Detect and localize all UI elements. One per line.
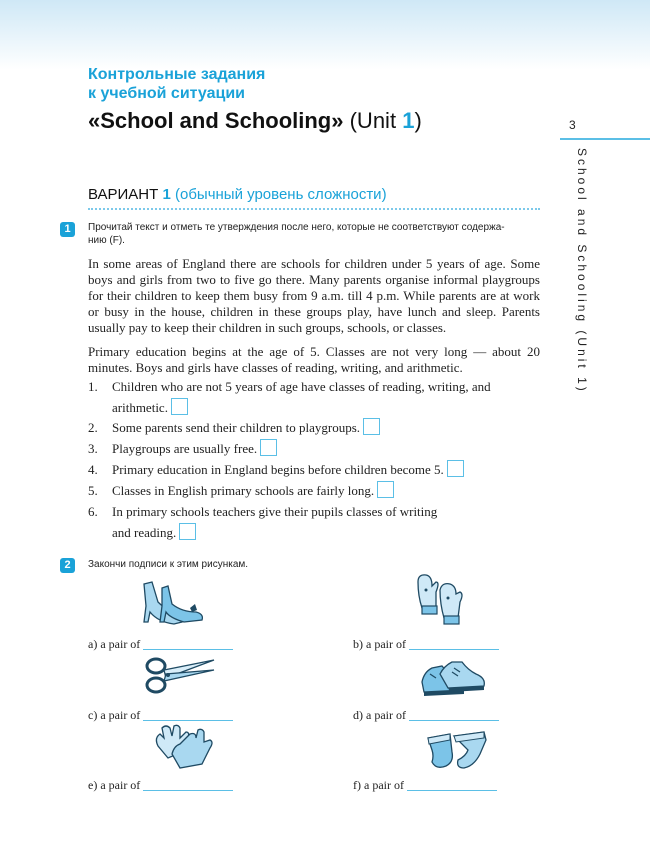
variant-heading: ВАРИАНТ 1 (обычный уровень сложности)	[88, 186, 387, 203]
caption-e: e) a pair of	[88, 778, 233, 793]
caption-b: b) a pair of	[353, 637, 499, 652]
top-gradient-band	[0, 0, 650, 70]
answer-line-a[interactable]	[143, 649, 233, 650]
answer-line-b[interactable]	[409, 649, 499, 650]
task-2-badge: 2	[60, 558, 75, 573]
section-title-ru: Контрольные задания к учебной ситуации	[88, 66, 266, 102]
caption-f: f) a pair of	[353, 778, 497, 793]
answer-line-c[interactable]	[143, 720, 233, 721]
side-rule	[560, 138, 650, 140]
trainers-illustration	[418, 658, 488, 698]
page-title: «School and Schooling» (Unit 1)	[88, 108, 422, 133]
gloves-illustration	[150, 724, 216, 772]
caption-a: a) a pair of	[88, 637, 233, 652]
reading-text-paragraph-1: In some areas of England there are schools for children under 5 years of age. Some boys and girls from two to five go there. Many parents organise informal playgroups for their children to keep them busy from 9 a.m. till 4 p.m. While parents are at work or busy in the house, children in these groups play, have lunch and sleep. Parents usually pay to keep their children in such groups, schools, or classes.	[88, 256, 540, 335]
dotted-divider	[88, 208, 540, 210]
answer-line-d[interactable]	[409, 720, 499, 721]
answer-checkbox-1[interactable]	[171, 398, 188, 415]
caption-c: c) a pair of	[88, 708, 233, 723]
mittens-illustration	[414, 572, 466, 632]
caption-d: d) a pair of	[353, 708, 499, 723]
answer-checkbox-3[interactable]	[260, 439, 277, 456]
task-2-instruction: Закончи подписи к этим рисункам.	[88, 559, 249, 570]
answer-checkbox-2[interactable]	[363, 418, 380, 435]
answer-checkbox-4[interactable]	[447, 460, 464, 477]
scissors-illustration	[144, 654, 218, 696]
answer-checkbox-5[interactable]	[377, 481, 394, 498]
side-running-title: School and Schooling (Unit 1)	[575, 148, 589, 394]
reading-text-paragraph-2: Primary education begins at the age of 5. Classes are not very long — about 20 minutes. Boys and girls have classes of reading, writing, and arithmetic.	[88, 344, 540, 375]
socks-illustration	[424, 728, 492, 772]
task-1-instruction: Прочитай текст и отметь те утверждения после него, которые не соответствуют содержа- нию (F).	[88, 222, 505, 246]
answer-checkbox-6[interactable]	[179, 523, 196, 540]
answer-line-e[interactable]	[143, 790, 233, 791]
task-1-badge: 1	[60, 222, 75, 237]
page-number: 3	[569, 118, 576, 132]
answer-line-f[interactable]	[407, 790, 497, 791]
high-heel-shoes-illustration	[138, 578, 210, 630]
